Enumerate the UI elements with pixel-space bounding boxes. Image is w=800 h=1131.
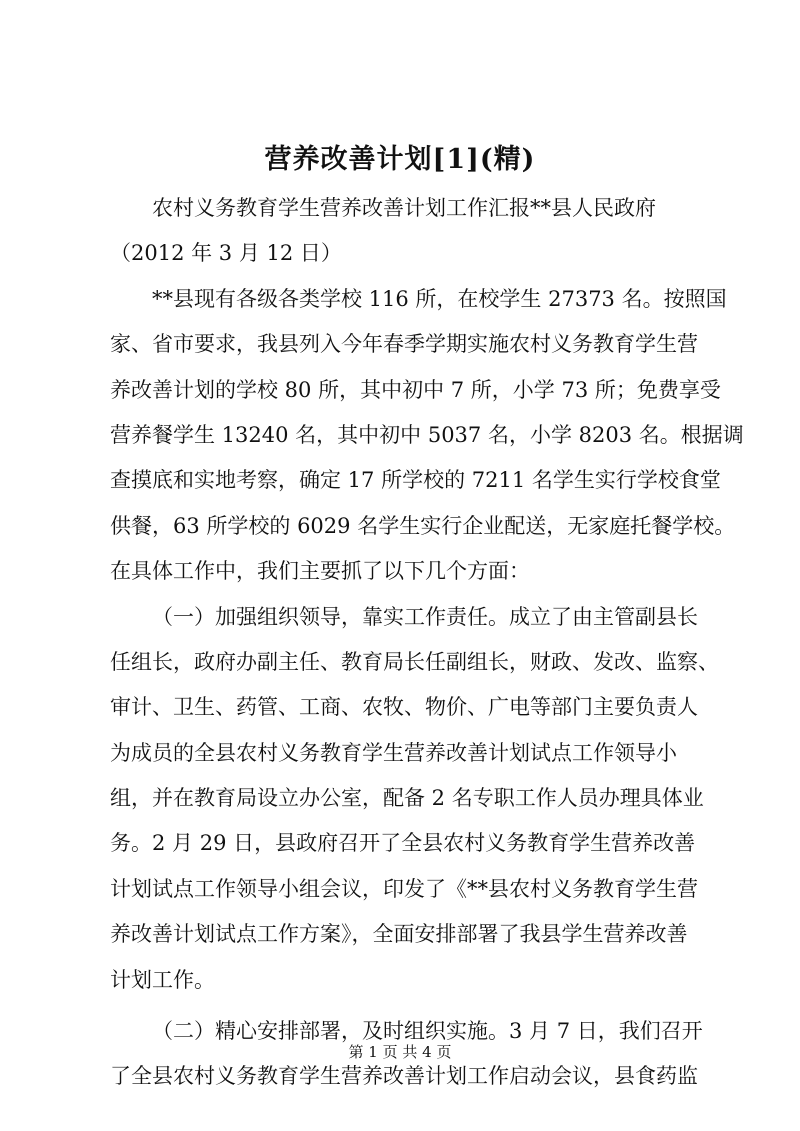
text-line: （一）加强组织领导，靠实工作责任。成立了由主管副县长 [152, 604, 698, 629]
text-line: 了全县农村义务教育学生营养改善计划工作启动会议，县食药监 [110, 1064, 698, 1089]
text-line: 审计、卫生、药管、工商、农牧、物价、广电等部门主要负责人 [110, 695, 698, 720]
text-line: 组，并在教育局设立办公室，配备 2 名专职工作人员办理具体业 [110, 786, 704, 811]
text-line: 在具体工作中，我们主要抓了以下几个方面： [110, 559, 530, 584]
text-line: 为成员的全县农村义务教育学生营养改善计划试点工作领导小 [110, 740, 677, 765]
document-title: 营养改善计划[1](精) [264, 144, 536, 175]
document-body [110, 186, 744, 1100]
text-line: 任组长，政府办副主任、教育局长任副组长，财政、发改、监察、 [110, 649, 719, 674]
text-line: （2012 年 3 月 12 日） [110, 241, 342, 266]
text-line: 家、省市要求，我县列入今年春季学期实施农村义务教育学生营 [110, 332, 698, 357]
text-line: 计划工作。 [110, 967, 215, 992]
text-line: 供餐，63 所学校的 6029 名学生实行企业配送，无家庭托餐学校。 [110, 513, 736, 538]
text-line: 计划试点工作领导小组会议，印发了《**县农村义务教育学生营 [110, 876, 698, 901]
page-footer: 第 1 页 共 4 页 [348, 1043, 452, 1061]
text-line: 农村义务教育学生营养改善计划工作汇报**县人民政府 [152, 196, 656, 220]
text-line: **县现有各级各类学校 116 所，在校学生 27373 名。按照国 [152, 286, 727, 311]
text-line: 养改善计划试点工作方案》，全面安排部署了我县学生营养改善 [110, 922, 688, 947]
text-line: 养改善计划的学校 80 所，其中初中 7 所，小学 73 所；免费享受 [110, 377, 721, 402]
text-line: 营养餐学生 13240 名，其中初中 5037 名，小学 8203 名。根据调 [110, 422, 744, 447]
text-line: 查摸底和实地考察，确定 17 所学校的 7211 名学生实行学校食堂 [110, 468, 721, 493]
text-line: （二）精心安排部署，及时组织实施。3 月 7 日，我们召开 [152, 1019, 703, 1044]
text-line: 务。2 月 29 日，县政府召开了全县农村义务教育学生营养改善 [110, 831, 696, 856]
